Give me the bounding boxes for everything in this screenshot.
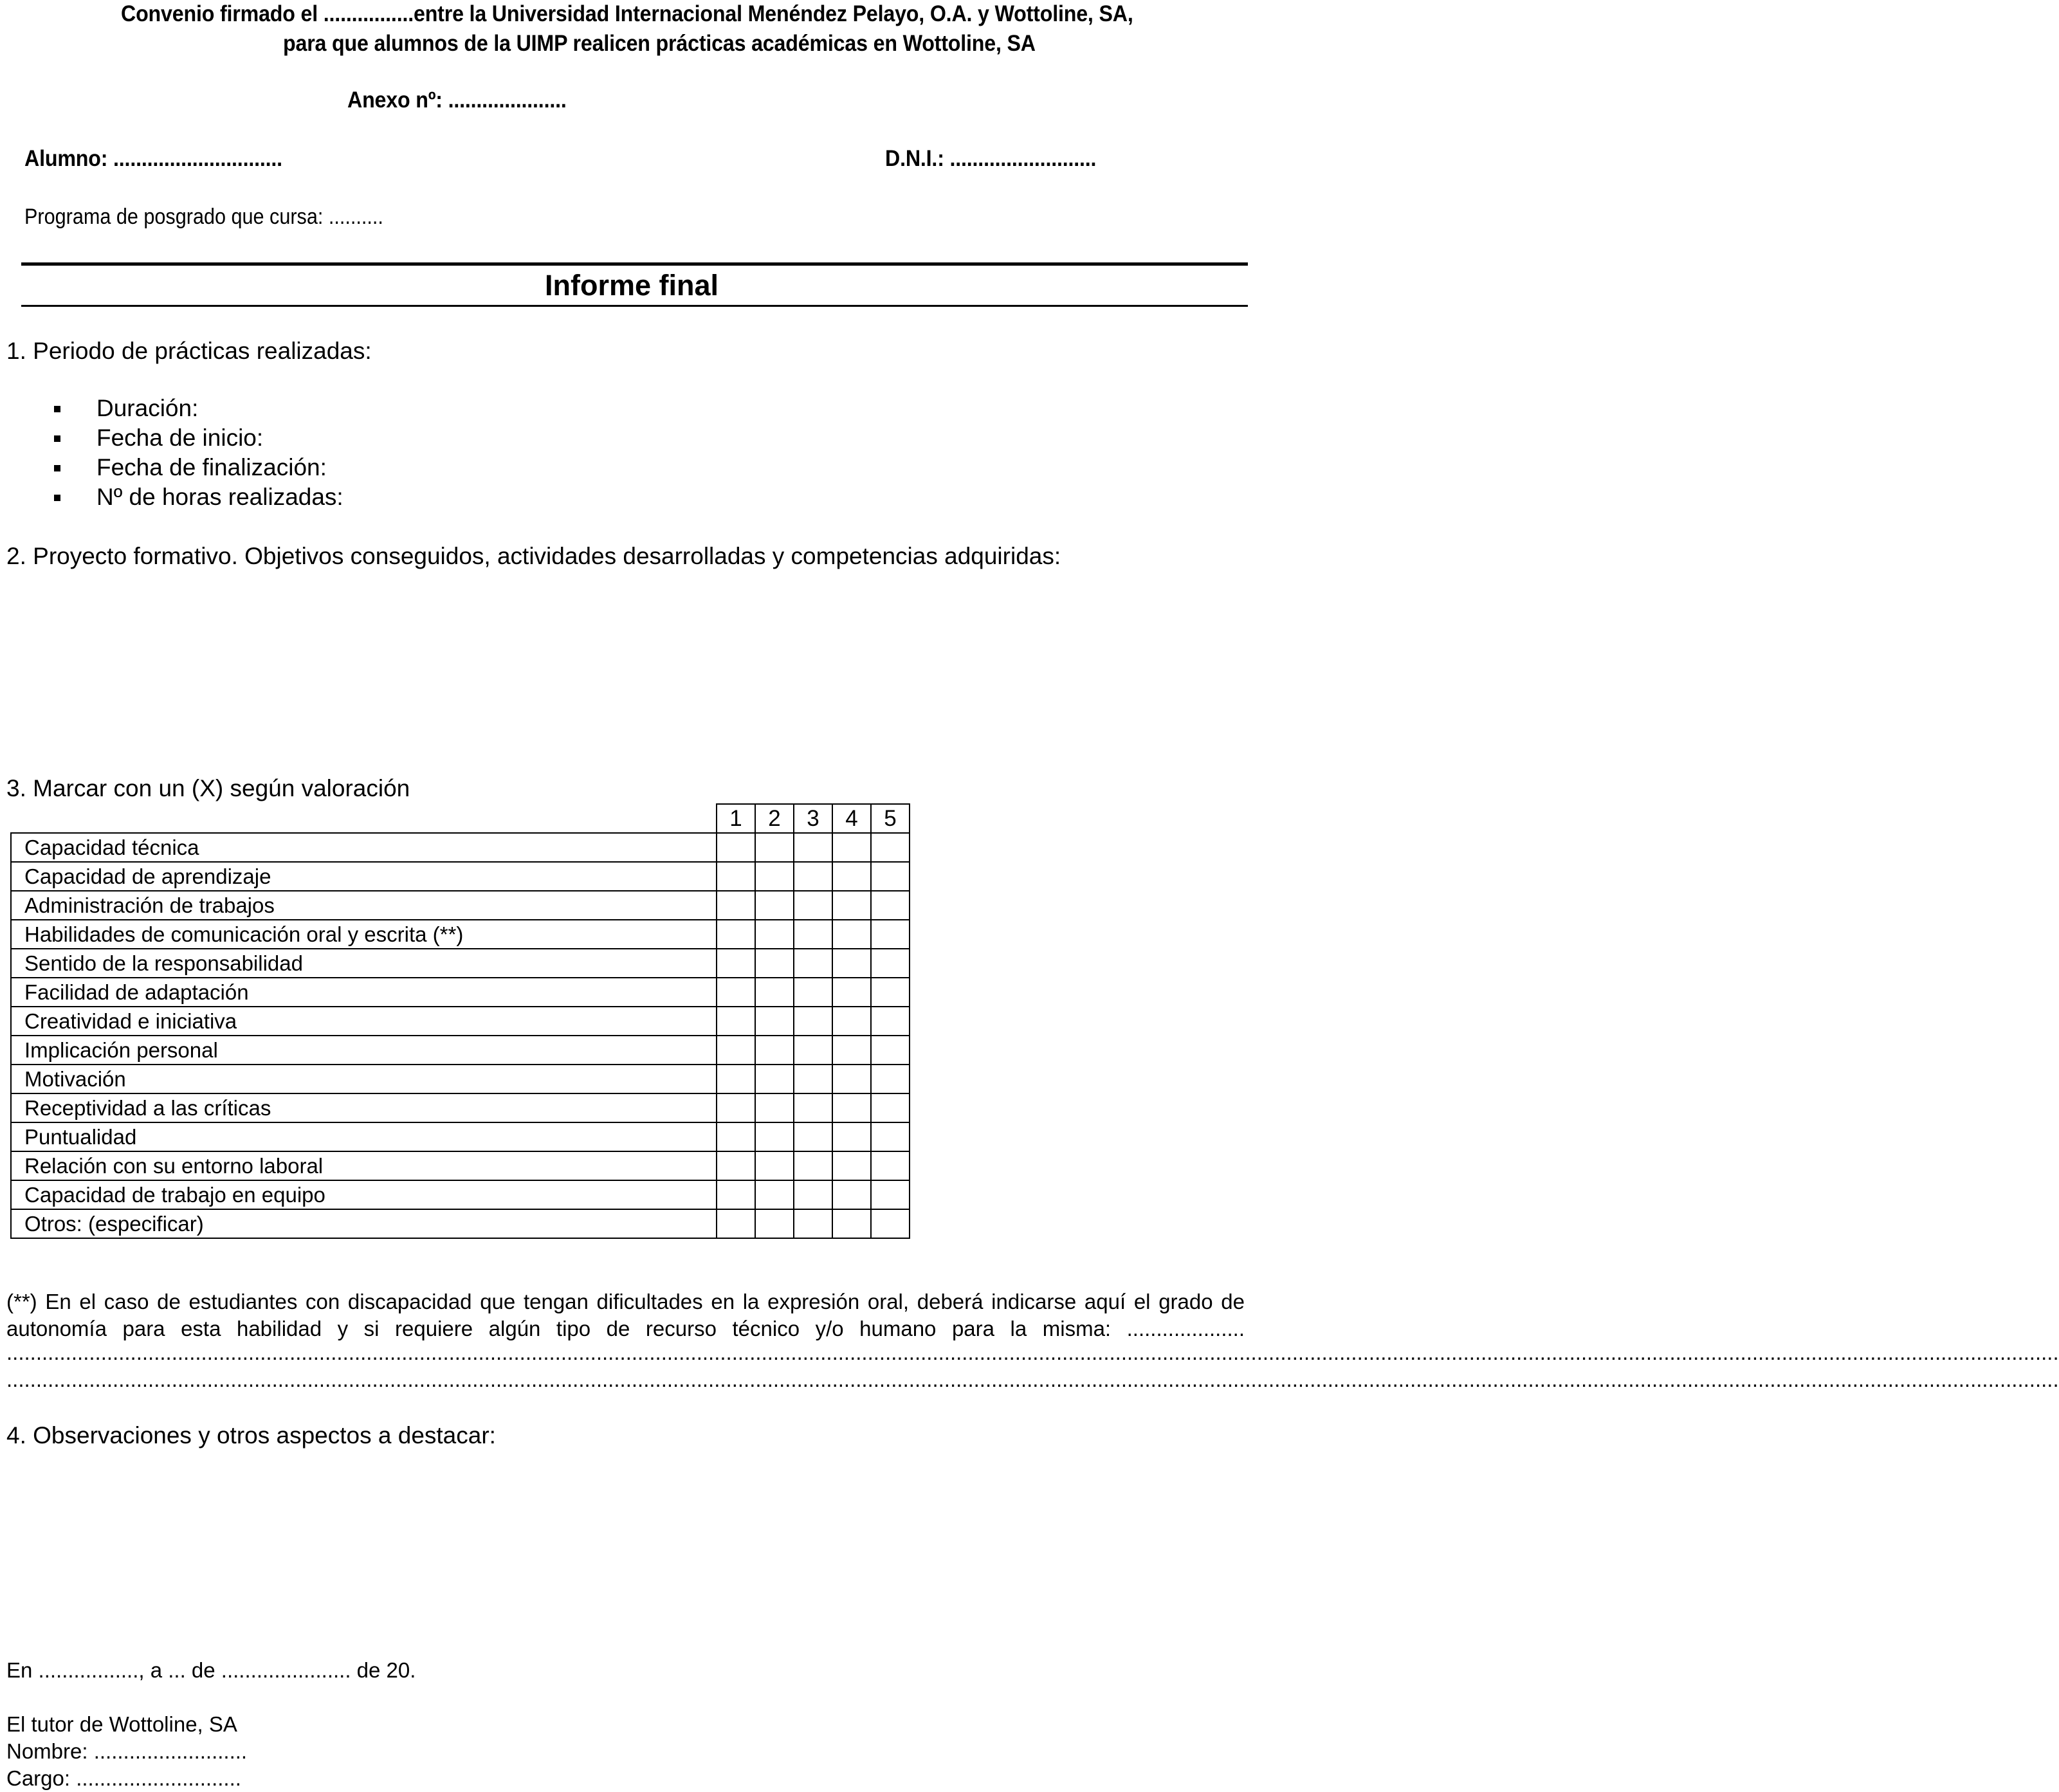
- score-cell[interactable]: [794, 978, 832, 1007]
- dni-field: D.N.I.: ..........................: [885, 146, 1097, 171]
- score-cell[interactable]: [717, 1151, 755, 1180]
- score-cell[interactable]: [871, 978, 910, 1007]
- student-field: Alumno: ..............................: [24, 146, 282, 171]
- score-cell[interactable]: [871, 833, 910, 862]
- tutor-name-field: Nombre: ..........................: [6, 1739, 248, 1763]
- criterion-label: Creatividad e iniciativa: [11, 1007, 717, 1036]
- score-cell[interactable]: [755, 949, 794, 978]
- score-cell[interactable]: [871, 920, 910, 949]
- criterion-label: Motivación: [11, 1065, 717, 1093]
- note-line-2: autonomía para esta habilidad y si requiere algún tipo de recurso técnico y/o humano para la misma: ....................: [6, 1317, 1245, 1340]
- score-cell[interactable]: [755, 978, 794, 1007]
- score-cell[interactable]: [871, 1151, 910, 1180]
- program-field: Programa de posgrado que cursa: ..........: [24, 205, 383, 229]
- score-cell[interactable]: [794, 833, 832, 862]
- criterion-label: Capacidad de aprendizaje: [11, 862, 717, 891]
- score-cell[interactable]: [871, 1036, 910, 1065]
- criterion-label: Otros: (especificar): [11, 1209, 717, 1238]
- section-4-heading: 4. Observaciones y otros aspectos a destacar:: [6, 1422, 496, 1449]
- score-header: 1: [717, 804, 755, 833]
- score-cell[interactable]: [794, 1093, 832, 1122]
- table-row: [11, 978, 910, 1007]
- evaluation-table: [10, 803, 910, 1239]
- score-cell[interactable]: [794, 1065, 832, 1093]
- score-cell[interactable]: [755, 1180, 794, 1209]
- criterion-label: Implicación personal: [11, 1036, 717, 1065]
- note-fill-line[interactable]: ............................................................................................................................................................................................................................................................................................................................................................: [6, 1340, 2059, 1364]
- square-bullet-icon: [54, 435, 60, 442]
- score-cell[interactable]: [717, 1007, 755, 1036]
- score-cell[interactable]: [871, 1093, 910, 1122]
- score-cell[interactable]: [717, 978, 755, 1007]
- criterion-label: Relación con su entorno laboral: [11, 1151, 717, 1180]
- score-cell[interactable]: [871, 949, 910, 978]
- score-cell[interactable]: [832, 891, 871, 920]
- criterion-label: Receptividad a las críticas: [11, 1093, 717, 1122]
- score-cell[interactable]: [717, 1180, 755, 1209]
- score-header: 4: [832, 804, 871, 833]
- score-cell[interactable]: [871, 1122, 910, 1151]
- score-cell[interactable]: [794, 1180, 832, 1209]
- score-header: 5: [871, 804, 910, 833]
- table-header-row: [11, 804, 910, 833]
- place-date-line: En ................., a ... de ...................... de 20.: [6, 1658, 416, 1682]
- criterion-label: Facilidad de adaptación: [11, 978, 717, 1007]
- score-cell[interactable]: [755, 1007, 794, 1036]
- section-2-heading: 2. Proyecto formativo. Objetivos conseguidos, actividades desarrolladas y competencias adquiridas:: [6, 543, 1061, 569]
- score-header: 2: [755, 804, 794, 833]
- note-line-1: (**) En el caso de estudiantes con discapacidad que tengan dificultades en la expresión oral, deberá indicarse aquí el grado de: [6, 1290, 1245, 1313]
- score-cell[interactable]: [755, 833, 794, 862]
- score-cell[interactable]: [871, 1007, 910, 1036]
- section-1-heading: 1. Periodo de prácticas realizadas:: [6, 338, 372, 364]
- score-cell[interactable]: [832, 1093, 871, 1122]
- score-cell[interactable]: [794, 891, 832, 920]
- criterion-label: Capacidad técnica: [11, 833, 717, 862]
- score-cell[interactable]: [832, 833, 871, 862]
- score-cell[interactable]: [717, 862, 755, 891]
- score-cell[interactable]: [832, 1209, 871, 1238]
- score-cell[interactable]: [871, 1180, 910, 1209]
- criterion-label: Habilidades de comunicación oral y escrita (**): [11, 920, 717, 949]
- score-cell[interactable]: [717, 833, 755, 862]
- score-cell[interactable]: [832, 920, 871, 949]
- square-bullet-icon: [54, 495, 60, 501]
- score-cell[interactable]: [871, 1209, 910, 1238]
- score-cell[interactable]: [755, 1036, 794, 1065]
- table-row: [11, 1007, 910, 1036]
- table-row: [11, 1122, 910, 1151]
- list-item: Fecha de finalización:: [53, 453, 343, 482]
- section-3-heading: 3. Marcar con un (X) según valoración: [6, 775, 410, 801]
- score-cell[interactable]: [832, 1036, 871, 1065]
- score-cell[interactable]: [794, 920, 832, 949]
- score-cell[interactable]: [717, 1036, 755, 1065]
- score-cell[interactable]: [717, 920, 755, 949]
- table-row: [11, 891, 910, 920]
- table-row: [11, 1180, 910, 1209]
- note-fill-line[interactable]: ............................................................................................................................................................................................................................................................................................................................................................: [6, 1367, 2059, 1391]
- table-row: [11, 920, 910, 949]
- list-item: Duración:: [53, 394, 343, 423]
- table-row: [11, 1093, 910, 1122]
- agreement-line-1: Convenio firmado el ................entre la Universidad Internacional Menéndez Pelayo, O.A. y Wottoline, SA,: [121, 1, 1133, 26]
- score-cell[interactable]: [794, 862, 832, 891]
- score-cell[interactable]: [717, 891, 755, 920]
- criterion-label: Sentido de la responsabilidad: [11, 949, 717, 978]
- criteria-rows: [11, 833, 910, 1238]
- score-cell[interactable]: [832, 1065, 871, 1093]
- score-cell[interactable]: [794, 1122, 832, 1151]
- agreement-line-2: para que alumnos de la UIMP realicen prácticas académicas en Wottoline, SA: [283, 31, 1036, 56]
- title-top-rule: [21, 262, 1248, 266]
- score-cell[interactable]: [832, 1151, 871, 1180]
- score-cell[interactable]: [717, 1093, 755, 1122]
- table-row: [11, 862, 910, 891]
- score-cell[interactable]: [871, 1065, 910, 1093]
- score-cell[interactable]: [755, 1065, 794, 1093]
- score-cell[interactable]: [717, 949, 755, 978]
- score-cell[interactable]: [755, 862, 794, 891]
- score-cell[interactable]: [755, 1209, 794, 1238]
- score-cell[interactable]: [871, 891, 910, 920]
- score-cell[interactable]: [832, 1180, 871, 1209]
- square-bullet-icon: [54, 406, 60, 412]
- score-cell[interactable]: [755, 1093, 794, 1122]
- table-row: [11, 1065, 910, 1093]
- list-item: Nº de horas realizadas:: [53, 482, 343, 512]
- score-cell[interactable]: [755, 1122, 794, 1151]
- table-row: [11, 1209, 910, 1238]
- score-cell[interactable]: [717, 1122, 755, 1151]
- period-list: [53, 394, 343, 512]
- score-cell[interactable]: [832, 862, 871, 891]
- criterion-label: Puntualidad: [11, 1122, 717, 1151]
- score-cell[interactable]: [794, 1036, 832, 1065]
- tutor-label: El tutor de Wottoline, SA: [6, 1712, 237, 1736]
- criterion-label: Capacidad de trabajo en equipo: [11, 1180, 717, 1209]
- score-cell[interactable]: [832, 978, 871, 1007]
- score-cell[interactable]: [717, 1209, 755, 1238]
- score-cell[interactable]: [755, 891, 794, 920]
- score-cell[interactable]: [794, 1209, 832, 1238]
- score-cell[interactable]: [832, 949, 871, 978]
- score-cell[interactable]: [794, 949, 832, 978]
- score-cell[interactable]: [794, 1007, 832, 1036]
- disability-note: [6, 1288, 1245, 1342]
- score-header: 3: [794, 804, 832, 833]
- score-cell[interactable]: [755, 920, 794, 949]
- score-cell[interactable]: [717, 1065, 755, 1093]
- title-bottom-rule: [21, 305, 1248, 307]
- table-row: [11, 1151, 910, 1180]
- score-cell[interactable]: [832, 1122, 871, 1151]
- table-row: [11, 1036, 910, 1065]
- score-cell[interactable]: [794, 1151, 832, 1180]
- tutor-position-field: Cargo: ............................: [6, 1766, 241, 1790]
- score-cell[interactable]: [832, 1007, 871, 1036]
- score-cell[interactable]: [755, 1151, 794, 1180]
- criterion-label: Administración de trabajos: [11, 891, 717, 920]
- square-bullet-icon: [54, 465, 60, 471]
- annex-number: Anexo nº: .....................: [347, 87, 567, 113]
- score-cell[interactable]: [871, 862, 910, 891]
- table-row: [11, 833, 910, 862]
- list-item: Fecha de inicio:: [53, 423, 343, 453]
- table-row: [11, 949, 910, 978]
- report-title: Informe final: [545, 269, 719, 302]
